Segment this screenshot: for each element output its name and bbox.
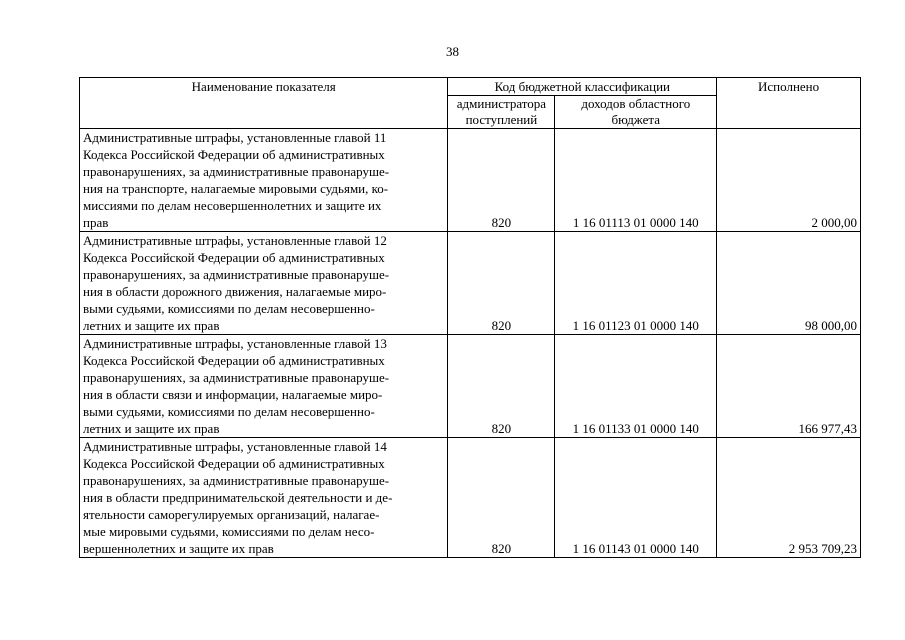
indicator-name-line: миссиями по делам несовершеннолетних и защите их: [83, 198, 382, 213]
header-income-line: доходов областного: [581, 96, 691, 111]
indicator-name-line: правонарушениях, за административные правонаруше-: [83, 370, 390, 385]
header-executed: Исполнено: [717, 78, 861, 129]
header-code-group: Код бюджетной классификации: [448, 78, 717, 96]
header-income-line: бюджета: [611, 112, 661, 127]
indicator-name: [80, 335, 448, 438]
indicator-name-line: ния в области дорожного движения, налагаемые миро-: [83, 284, 387, 299]
executed-amount: 98 000,00: [717, 232, 861, 335]
indicator-name-line: Кодекса Российской Федерации об административных: [83, 353, 385, 368]
executed-amount: 166 977,43: [717, 335, 861, 438]
admin-code: 820: [448, 438, 555, 558]
indicator-name-line: правонарушениях, за административные правонаруше-: [83, 164, 390, 179]
header-admin: [448, 96, 555, 129]
indicator-name-line: правонарушениях, за административные правонаруше-: [83, 473, 390, 488]
indicator-name-line: мые мировыми судьями, комиссиями по делам несо-: [83, 524, 375, 539]
indicator-name-line: выми судьями, комиссиями по делам несовершенно-: [83, 301, 375, 316]
indicator-name-line: летних и защите их прав: [83, 421, 220, 436]
indicator-name-line: Кодекса Российской Федерации об административных: [83, 147, 385, 162]
table-row: [80, 438, 861, 558]
income-code: 1 16 01113 01 0000 140: [555, 129, 717, 232]
indicator-name-line: выми судьями, комиссиями по делам несовершенно-: [83, 404, 375, 419]
indicator-name-line: Кодекса Российской Федерации об административных: [83, 456, 385, 471]
budget-table: [79, 77, 861, 558]
income-code: 1 16 01133 01 0000 140: [555, 335, 717, 438]
indicator-name-line: Административные штрафы, установленные главой 13: [83, 336, 387, 351]
page-number: 38: [446, 44, 459, 59]
indicator-name-line: вершеннолетних и защите их прав: [83, 541, 274, 556]
executed-amount: 2 000,00: [717, 129, 861, 232]
indicator-name-line: ния в области связи и информации, налагаемые миро-: [83, 387, 383, 402]
admin-code: 820: [448, 335, 555, 438]
table-row: [80, 232, 861, 335]
indicator-name: [80, 129, 448, 232]
admin-code: 820: [448, 232, 555, 335]
table-row: [80, 129, 861, 232]
indicator-name-line: ятельности саморегулируемых организаций, налагае-: [83, 507, 380, 522]
indicator-name-line: Кодекса Российской Федерации об административных: [83, 250, 385, 265]
table-row: [80, 335, 861, 438]
executed-amount: 2 953 709,23: [717, 438, 861, 558]
indicator-name-line: ния в области предпринимательской деятельности и де-: [83, 490, 393, 505]
indicator-name: [80, 438, 448, 558]
header-row: [80, 78, 861, 96]
indicator-name-line: летних и защите их прав: [83, 318, 220, 333]
indicator-name-line: Административные штрафы, установленные главой 14: [83, 439, 387, 454]
header-income: [555, 96, 717, 129]
indicator-name-line: прав: [83, 215, 109, 230]
header-name: Наименование показателя: [80, 78, 448, 129]
header-admin-line: администратора: [456, 96, 547, 111]
indicator-name: [80, 232, 448, 335]
indicator-name-line: правонарушениях, за административные правонаруше-: [83, 267, 390, 282]
income-code: 1 16 01143 01 0000 140: [555, 438, 717, 558]
header-admin-line: поступлений: [465, 112, 538, 127]
income-code: 1 16 01123 01 0000 140: [555, 232, 717, 335]
indicator-name-line: Административные штрафы, установленные главой 12: [83, 233, 387, 248]
indicator-name-line: Административные штрафы, установленные главой 11: [83, 130, 387, 145]
admin-code: 820: [448, 129, 555, 232]
indicator-name-line: ния на транспорте, налагаемые мировыми судьями, ко-: [83, 181, 389, 196]
